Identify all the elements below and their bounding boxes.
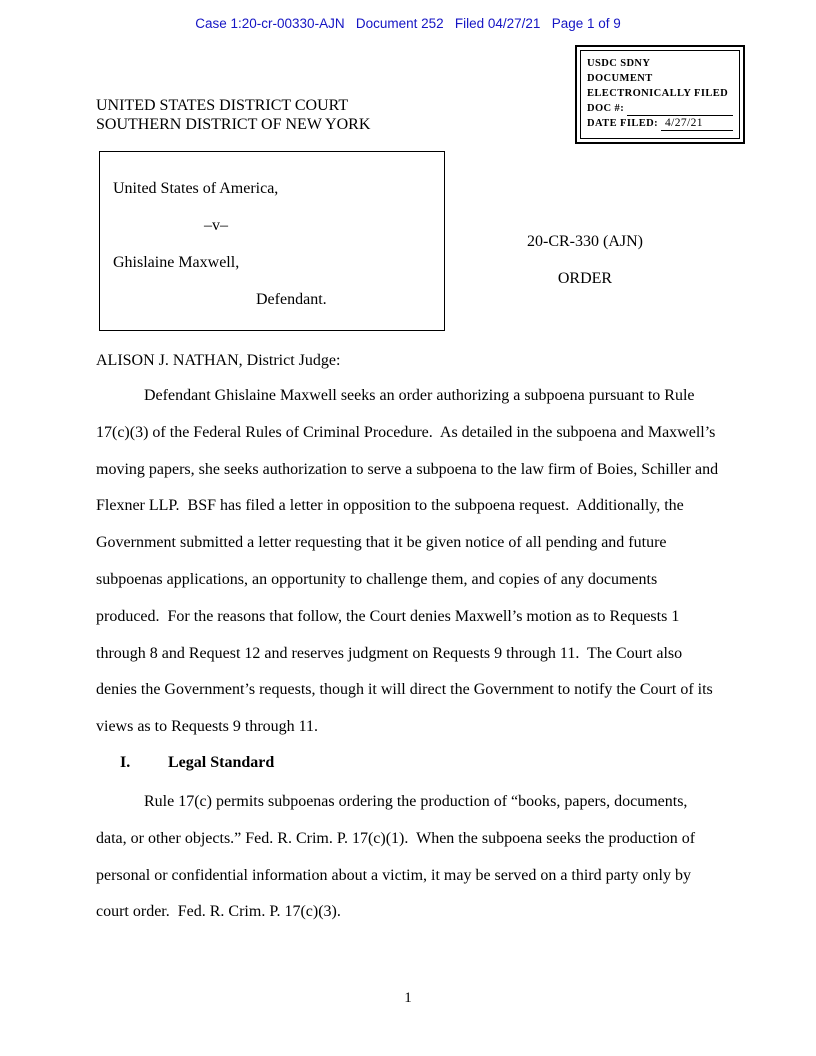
- stamp-date-filed-label: DATE FILED:: [587, 118, 659, 129]
- case-number: 20-CR-330 (AJN): [527, 233, 643, 250]
- electronically-filed-stamp: [575, 45, 745, 144]
- stamp-date-filed-value: 4/27/21: [661, 117, 733, 131]
- ecf-case-header: Case 1:20-cr-00330-AJN Document 252 Filed 04/27/21 Page 1 of 9: [195, 16, 621, 31]
- caption-defendant-label: Defendant.: [256, 291, 327, 308]
- case-meta-block: [450, 232, 720, 289]
- stamp-date-filed-row: [587, 116, 733, 131]
- caption-versus: –v–: [204, 217, 228, 234]
- section-heading-number: I.: [120, 754, 131, 771]
- body-paragraph-2: Rule 17(c) permits subpoenas ordering the production of “books, papers, documents, data, or other objects.” Fed. R. Crim. P. 17(c)(1). When the subpoena seeks the production of personal or confidential information about a victim, it may be served on a third party only by court order. Fed. R. Crim. P. 17(c)(3).: [96, 793, 700, 921]
- stamp-doc-number-row: [587, 101, 733, 116]
- page-number: 1: [404, 990, 412, 1006]
- caption-plaintiff: United States of America,: [113, 180, 279, 197]
- court-name-line1: UNITED STATES DISTRICT COURT: [96, 97, 349, 114]
- stamp-doc-number-label: DOC #:: [587, 103, 625, 114]
- stamp-filed-line: ELECTRONICALLY FILED: [587, 88, 729, 99]
- body-paragraph-1: Defendant Ghislaine Maxwell seeks an order authorizing a subpoena pursuant to Rule 17(c)(3) of the Federal Rules of Criminal Procedure. As detailed in the subpoena and Maxwell’s moving papers, she seeks authorization to serve a subpoena to the law firm of Boies, Schiller and Flexner LLP. BSF has filed a letter in opposition to the subpoena request. Additionally, the Government submitted a letter requesting that it be given notice of all pending and future subpoenas applications, an opportunity to challenge them, and copies of any documents produced. For the reasons that follow, the Court denies Maxwell’s motion as to Requests 1 through 8 and Request 12 and reserves judgment on Requests 9 through 11. The Court also denies the Government’s requests, though it will direct the Government to notify the Court of its views as to Requests 9 through 11.: [96, 387, 723, 736]
- stamp-document-line: DOCUMENT: [587, 73, 653, 84]
- court-name-block: [96, 96, 370, 134]
- caption-defendant-name: Ghislaine Maxwell,: [113, 254, 240, 271]
- stamp-usdc-line: USDC SDNY: [587, 58, 651, 69]
- section-heading-title: Legal Standard: [168, 754, 275, 771]
- judge-signature-line: ALISON J. NATHAN, District Judge:: [96, 352, 341, 369]
- court-name-line2: SOUTHERN DISTRICT OF NEW YORK: [96, 116, 371, 133]
- stamp-doc-number-blank-line: [627, 104, 733, 116]
- section-heading-legal-standard: [96, 753, 720, 773]
- case-caption-box: [99, 151, 445, 331]
- stamp-inner-border: [580, 50, 740, 139]
- document-title: ORDER: [557, 270, 613, 287]
